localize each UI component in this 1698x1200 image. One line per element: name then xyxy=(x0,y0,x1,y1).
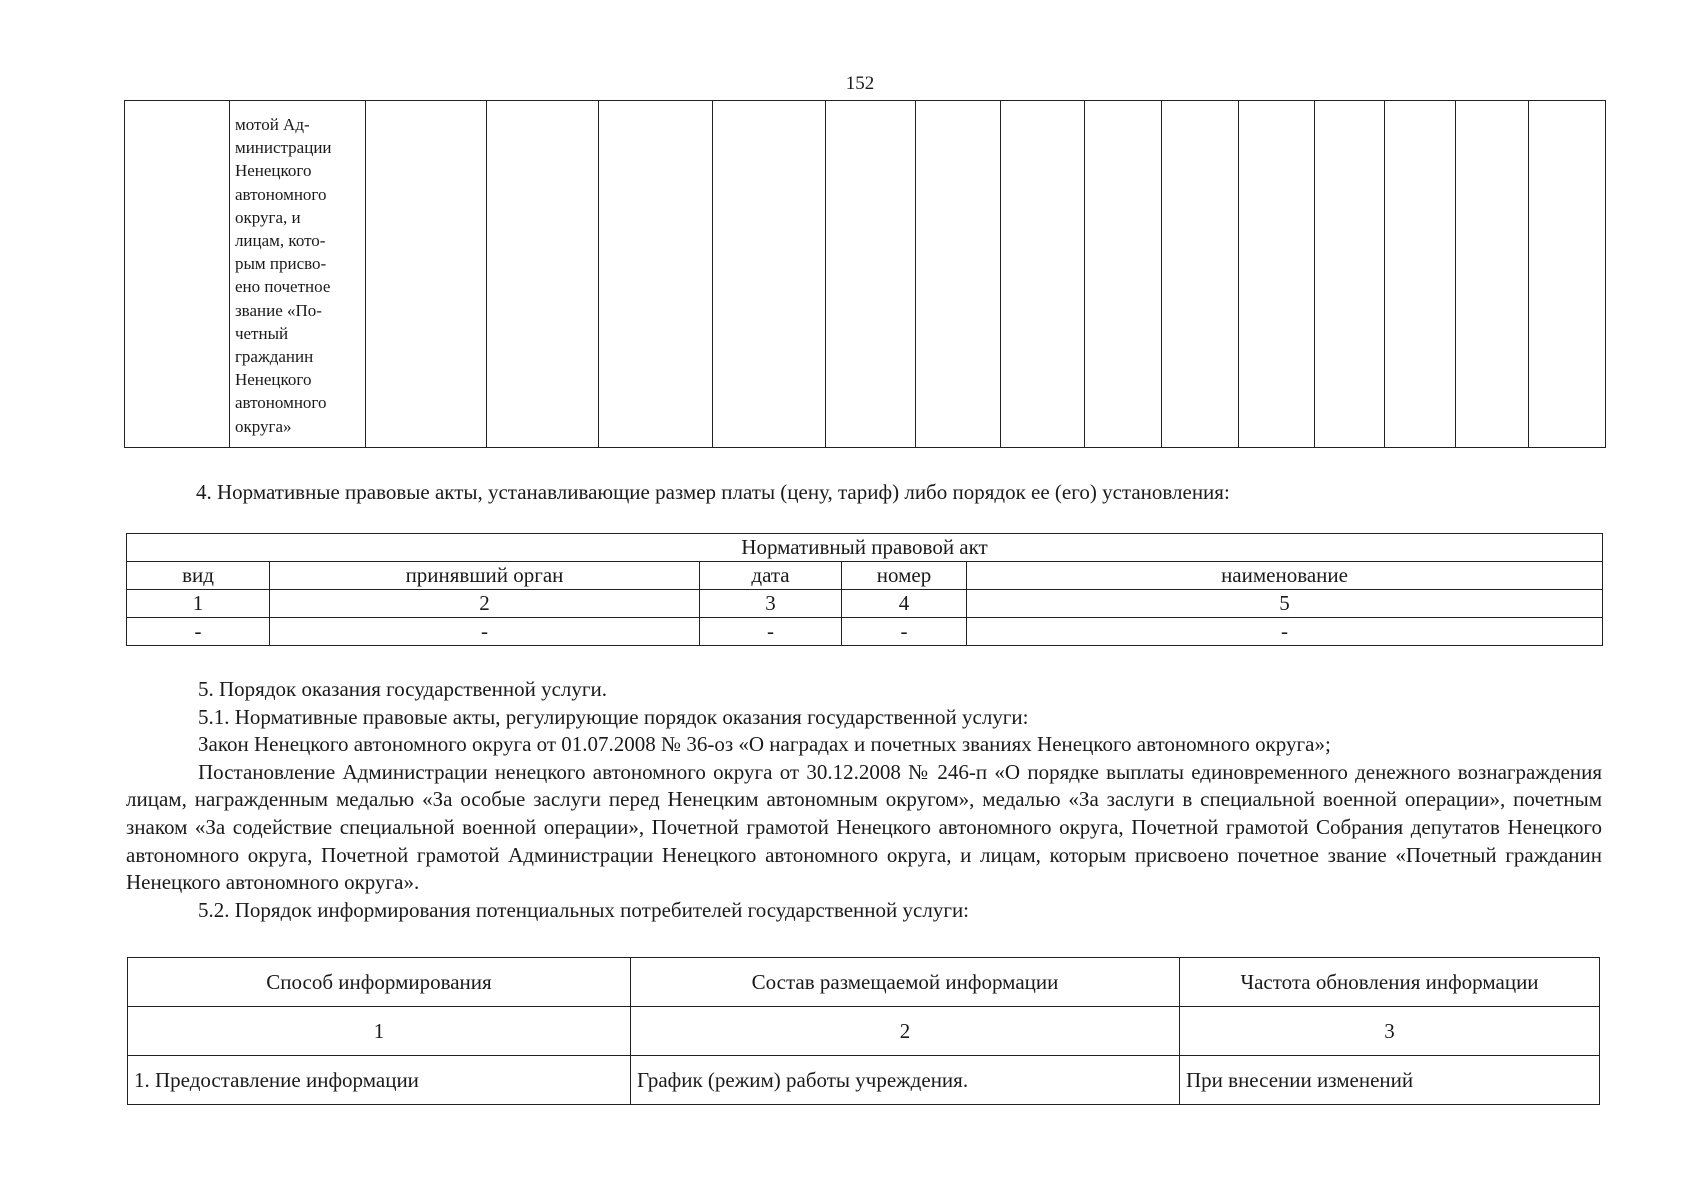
page-number: 152 xyxy=(845,73,875,94)
informing-table xyxy=(127,957,1600,1105)
column-number: 4 xyxy=(842,590,967,618)
table-header-row xyxy=(128,958,1600,1007)
cell-line: министрации xyxy=(234,138,332,158)
table-cell xyxy=(1161,101,1238,448)
cell-line: звание «По- xyxy=(234,300,322,320)
decree-reference: Постановление Администрации ненецкого автономного округа от 30.12.2008 № 246-п «О порядке выплаты единовременного денежного вознаграждения лицам, награжденным медалью «За особые заслуги перед Ненецким автономным округом», медалью «За заслуги в специальной военной операции», почетным знаком «За содействие специальной военной операции», Почетной грамотой Ненецкого автономного округа, Почетной грамотой Собрания депутатов Ненецкого автономного округа, Почетной грамотой Администрации Ненецкого автономного округа, и лицам, которым присвоено почетное звание «Почетный гражданин Ненецкого автономного округа». xyxy=(126,759,1602,895)
cell-line: округа, и xyxy=(234,207,301,227)
law-reference: Закон Ненецкого автономного округа от 01.07.2008 № 36-оз «О наградах и почетных званиях Ненецкого автономного округа»; xyxy=(198,732,1331,757)
table-cell xyxy=(1315,101,1385,448)
table-cell: - xyxy=(700,618,842,646)
section-4-heading: 4. Нормативные правовые акты, устанавливающие размер платы (цену, тариф) либо порядок ее (его) установления: xyxy=(196,480,1230,504)
table-cell: - xyxy=(842,618,967,646)
cell-line: автономного xyxy=(234,393,327,413)
cell-line: рым присво- xyxy=(234,254,327,274)
table-cell xyxy=(712,101,825,448)
section-5 xyxy=(126,676,1602,924)
table-cell: - xyxy=(127,618,270,646)
column-header: наименование xyxy=(967,562,1603,590)
continuation-text-cell xyxy=(229,101,365,448)
table-cell: 1. Предоставление информации xyxy=(128,1056,631,1105)
column-number: 2 xyxy=(270,590,700,618)
cell-line: четный xyxy=(234,323,289,343)
cell-line: ено почетное xyxy=(234,277,331,297)
table-cell xyxy=(916,101,1001,448)
table-row xyxy=(125,101,1606,448)
table-cell xyxy=(599,101,712,448)
column-number: 2 xyxy=(631,1007,1180,1056)
column-header: принявший орган xyxy=(270,562,700,590)
normative-acts-table xyxy=(126,533,1603,646)
table-cell xyxy=(487,101,599,448)
cell-line: Ненецкого xyxy=(234,370,312,390)
cell-line: мотой Ад- xyxy=(234,115,310,134)
column-number: 5 xyxy=(967,590,1603,618)
table-cell xyxy=(1529,101,1606,448)
table-cell xyxy=(1085,101,1162,448)
subsection-5-1: 5.1. Нормативные правовые акты, регулирующие порядок оказания государственной услуги: xyxy=(198,704,1029,729)
column-header: номер xyxy=(842,562,967,590)
table-row xyxy=(128,1056,1600,1105)
column-number: 3 xyxy=(1180,1007,1600,1056)
column-header: вид xyxy=(127,562,270,590)
table-number-row xyxy=(128,1007,1600,1056)
continuation-table xyxy=(124,100,1606,448)
cell-line: автономного xyxy=(234,184,327,204)
column-number: 3 xyxy=(700,590,842,618)
cell-line: лицам, кото- xyxy=(234,231,326,251)
table-cell xyxy=(826,101,916,448)
table-cell xyxy=(366,101,487,448)
table-cell: - xyxy=(967,618,1603,646)
section-5-heading: 5. Порядок оказания государственной услуги. xyxy=(198,677,607,701)
column-header: Способ информирования xyxy=(128,958,631,1007)
column-number: 1 xyxy=(128,1007,631,1056)
table-group-header: Нормативный правовой акт xyxy=(127,534,1603,562)
table-cell: График (режим) работы учреждения. xyxy=(631,1056,1180,1105)
table-header-row xyxy=(127,562,1603,590)
table-cell: - xyxy=(270,618,700,646)
table-cell xyxy=(1238,101,1315,448)
table-cell xyxy=(125,101,230,448)
table-cell xyxy=(1001,101,1085,448)
column-header: дата xyxy=(700,562,842,590)
cell-line: округа» xyxy=(234,416,292,436)
cell-line: Ненецкого xyxy=(234,161,312,181)
table-number-row xyxy=(127,590,1603,618)
cell-line: гражданин xyxy=(234,347,314,367)
table-row xyxy=(127,534,1603,562)
column-number: 1 xyxy=(127,590,270,618)
column-header: Состав размещаемой информации xyxy=(631,958,1180,1007)
table-cell: При внесении изменений xyxy=(1180,1056,1600,1105)
column-header: Частота обновления информации xyxy=(1180,958,1600,1007)
table-cell xyxy=(1385,101,1455,448)
subsection-5-2: 5.2. Порядок информирования потенциальных потребителей государственной услуги: xyxy=(198,897,970,922)
table-cell xyxy=(1455,101,1528,448)
table-row xyxy=(127,618,1603,646)
